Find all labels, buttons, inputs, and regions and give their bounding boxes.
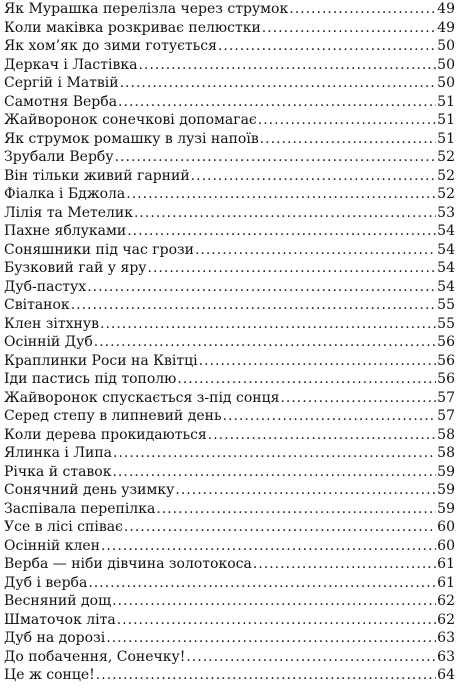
toc-entry-page-number: 56	[437, 352, 455, 369]
toc-entry	[4, 111, 455, 130]
dot-leader	[100, 315, 436, 334]
dot-leader	[260, 130, 436, 149]
dot-leader	[112, 592, 436, 611]
toc-entry-title: Соняшники під час грози	[4, 241, 194, 258]
toc-entry	[4, 56, 455, 75]
toc-entry-page-number: 58	[437, 445, 455, 461]
toc-entry-title: Жайворонок спускається з-під сонця	[4, 389, 280, 406]
toc-entry	[4, 463, 455, 482]
toc-entry	[4, 19, 455, 38]
dot-leader	[124, 518, 436, 537]
toc-entry	[4, 426, 455, 445]
toc-entry	[4, 518, 455, 537]
toc-entry-title: Пахне яблуками	[4, 223, 127, 239]
toc-entry	[4, 500, 455, 519]
toc-entry	[4, 592, 455, 611]
toc-entry-page-number: 50	[437, 75, 455, 91]
dot-leader	[118, 93, 436, 112]
toc-entry-page-number: 54	[437, 260, 455, 276]
toc-entry-title: Зрубали Вербу	[4, 149, 114, 165]
dot-leader	[94, 333, 436, 352]
toc-entry	[4, 93, 455, 112]
dot-leader	[177, 370, 436, 389]
dot-leader	[156, 500, 436, 519]
toc-entry	[4, 537, 455, 556]
dot-leader	[106, 629, 436, 648]
toc-entry	[4, 389, 455, 408]
toc-entry-title: Самотня Верба	[4, 93, 118, 110]
toc-entry-title: Коли дерева прокидаються	[4, 426, 207, 443]
toc-entry	[4, 407, 455, 426]
toc-entry	[4, 444, 455, 463]
toc-entry-page-number: 51	[437, 112, 455, 128]
toc-entry	[4, 333, 455, 352]
toc-entry-page-number: 62	[437, 611, 455, 628]
toc-entry-page-number: 49	[437, 19, 455, 36]
toc-entry	[4, 574, 455, 593]
toc-entry-title: Світанок	[4, 297, 70, 313]
toc-entry	[4, 648, 455, 667]
toc-entry-title: Весняний дощ	[4, 593, 112, 609]
toc-entry-title: Дуб-пастух	[4, 278, 87, 295]
toc-entry	[4, 74, 455, 93]
dot-leader	[71, 296, 436, 315]
dot-leader	[258, 111, 436, 130]
dot-leader	[120, 74, 436, 93]
toc-entry	[4, 481, 455, 500]
toc-entry-page-number: 59	[437, 500, 455, 517]
toc-entry-title: Бузковий гай у яру	[4, 260, 147, 276]
toc-entry-title: Іди пастись під тополю	[4, 371, 177, 387]
toc-entry-page-number: 58	[437, 426, 455, 443]
toc-entry	[4, 555, 455, 574]
table-of-contents	[4, 0, 455, 685]
dot-leader	[223, 407, 436, 426]
toc-entry-title: Шматочок літа	[4, 611, 116, 628]
dot-leader	[113, 444, 436, 463]
toc-entry-title: Осінній клен	[4, 537, 100, 554]
toc-entry-title: Клен зітхнув	[4, 315, 99, 332]
toc-entry-title: Жайворонок сонечкові допомагає	[4, 112, 257, 128]
toc-entry	[4, 296, 455, 315]
dot-leader	[208, 426, 436, 445]
toc-entry-page-number: 49	[437, 1, 455, 17]
dot-leader	[199, 352, 436, 371]
toc-entry-title: Серед степу в липневий день	[4, 408, 222, 424]
toc-entry	[4, 315, 455, 334]
toc-entry-page-number: 52	[437, 167, 455, 184]
toc-entry	[4, 204, 455, 223]
toc-entry-page-number: 56	[437, 334, 455, 350]
dot-leader	[280, 389, 436, 408]
dot-leader	[134, 204, 436, 223]
toc-entry-title: Як струмок ромашку в лузі напоїв	[4, 130, 259, 147]
dot-leader	[262, 19, 436, 38]
toc-entry-page-number: 51	[437, 130, 455, 147]
toc-entry-page-number: 62	[437, 593, 455, 609]
toc-entry-page-number: 56	[437, 371, 455, 387]
toc-entry-page-number: 54	[437, 223, 455, 239]
dot-leader	[101, 537, 436, 556]
toc-entry-title: Верба — ніби дівчина золотокоса	[4, 556, 252, 572]
toc-entry-page-number: 57	[437, 389, 455, 406]
toc-entry-title: Краплинки Роси на Квітці	[4, 352, 198, 369]
dot-leader	[138, 56, 436, 75]
toc-entry-page-number: 59	[437, 482, 455, 498]
toc-entry-title: Як Мурашка перелізла через струмок	[4, 1, 289, 17]
toc-entry	[4, 611, 455, 630]
toc-entry-page-number: 52	[437, 186, 455, 202]
toc-entry-page-number: 63	[437, 630, 455, 646]
toc-entry	[4, 185, 455, 204]
toc-entry-title: Усе в лісі співає	[4, 519, 123, 535]
toc-entry	[4, 167, 455, 186]
toc-entry	[4, 370, 455, 389]
toc-entry	[4, 278, 455, 297]
toc-entry-page-number: 60	[437, 537, 455, 554]
toc-entry-title: Дуб на дорозі	[4, 630, 106, 646]
toc-entry	[4, 629, 455, 648]
toc-entry-page-number: 57	[437, 408, 455, 424]
toc-entry	[4, 666, 455, 685]
toc-entry-title: Як хом’як до зими готується	[4, 38, 217, 54]
dot-leader	[87, 278, 436, 297]
toc-entry-page-number: 51	[437, 93, 455, 110]
dot-leader	[115, 148, 436, 167]
toc-entry-title: Фіалка і Бджола	[4, 186, 126, 202]
toc-entry	[4, 148, 455, 167]
dot-leader	[126, 185, 436, 204]
toc-entry	[4, 352, 455, 371]
toc-entry-page-number: 61	[437, 574, 455, 591]
toc-entry-title: Коли маківка розкриває пелюстки	[4, 19, 261, 36]
dot-leader	[191, 167, 436, 186]
toc-entry	[4, 130, 455, 149]
toc-entry-title: Ялинка і Липа	[4, 445, 113, 461]
toc-entry-title: Річка й ставок	[4, 463, 112, 480]
dot-leader	[253, 555, 436, 574]
toc-entry-page-number: 54	[437, 278, 455, 295]
toc-entry-page-number: 63	[437, 648, 455, 665]
toc-entry-page-number: 50	[437, 38, 455, 54]
dot-leader	[88, 574, 436, 593]
toc-entry	[4, 259, 455, 278]
dot-leader	[148, 259, 436, 278]
toc-entry	[4, 37, 455, 56]
toc-entry-title: Це ж сонце!	[4, 667, 95, 683]
toc-entry-page-number: 59	[437, 463, 455, 480]
toc-entry-title: Сергій і Матвій	[4, 75, 119, 91]
toc-entry-page-number: 53	[437, 204, 455, 221]
toc-entry-title: До побачення, Сонечку!	[4, 648, 186, 665]
dot-leader	[289, 0, 436, 19]
toc-entry-title: Сонячний день узимку	[4, 482, 175, 498]
toc-entry-title: Деркач і Ластівка	[4, 56, 138, 73]
dot-leader	[218, 37, 436, 56]
dot-leader	[117, 611, 436, 630]
dot-leader	[195, 241, 436, 260]
toc-entry-page-number: 55	[437, 297, 455, 313]
toc-entry	[4, 0, 455, 19]
toc-entry-title: Він тільки живий гарний	[4, 167, 190, 184]
toc-entry-title: Осінній Дуб	[4, 334, 93, 350]
dot-leader	[96, 666, 436, 685]
dot-leader	[175, 481, 436, 500]
toc-entry-title: Заспівала перепілка	[4, 500, 156, 517]
dot-leader	[127, 222, 436, 241]
dot-leader	[112, 463, 436, 482]
toc-entry-page-number: 54	[437, 241, 455, 258]
toc-entry-title: Дуб і верба	[4, 574, 88, 591]
toc-entry	[4, 241, 455, 260]
toc-entry-page-number: 52	[437, 149, 455, 165]
toc-entry-page-number: 60	[437, 519, 455, 535]
toc-entry	[4, 222, 455, 241]
toc-entry-title: Лілія та Метелик	[4, 204, 133, 221]
toc-entry-page-number: 55	[437, 315, 455, 332]
toc-entry-page-number: 61	[437, 556, 455, 572]
toc-entry-page-number: 50	[437, 56, 455, 73]
dot-leader	[186, 648, 436, 667]
toc-entry-page-number: 64	[437, 667, 455, 683]
